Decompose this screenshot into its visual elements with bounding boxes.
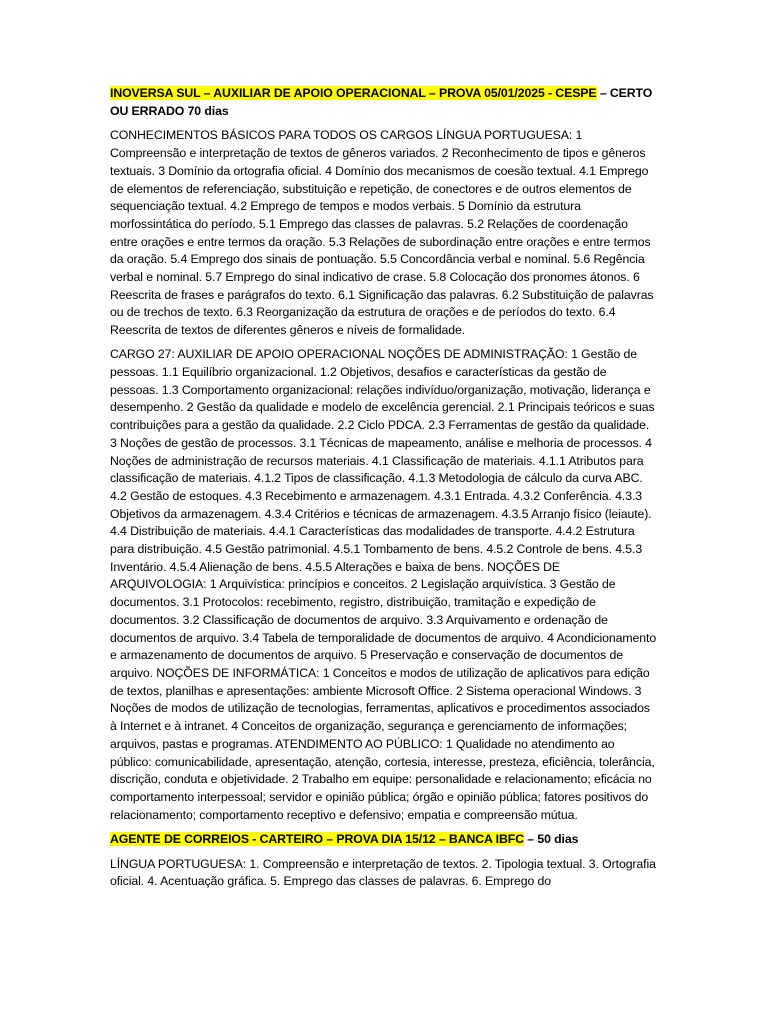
heading-suffix-text: – CERTO OU ERRADO 70 dias	[110, 86, 653, 118]
paragraph-conhecimentos-basicos: CONHECIMENTOS BÁSICOS PARA TODOS OS CARGOS LÍNGUA PORTUGUESA: 1 Compreensão e interpretação de textos de gêneros variados. 2 Reconhecimento de tipos e gêneros textuais. 3 Domínio da ortografia oficial. 4 Domínio dos mecanismos de coesão textual. 4.1 Emprego de elementos de referenciação, substituição e repetição, de conectores e de outros elementos de sequenciação textual. 4.2 Emprego de tempos e modos verbais. 5 Domínio da estrutura morfossintática do período. 5.1 Emprego das classes de palavras. 5.2 Relações de coordenação entre orações e entre termos da oração. 5.3 Relações de subordinação entre orações e entre termos da oração. 5.4 Emprego dos sinais de pontuação. 5.5 Concordância verbal e nominal. 5.6 Regência verbal e nominal. 5.7 Emprego do sinal indicativo de crase. 5.8 Colocação dos pronomes átonos. 6 Reescrita de frases e parágrafos do texto. 6.1 Significação das palavras. 6.2 Substituição de palavras ou de trechos de texto. 6.3 Reorganização da estrutura de orações e de períodos do texto. 6.4 Reescrita de textos de diferentes gêneros e níveis de formalidade.	[110, 128, 654, 338]
paragraph-lingua-portuguesa: LÍNGUA PORTUGUESA: 1. Compreensão e interpretação de textos. 2. Tipologia textual. 3. Ortografia oficial. 4. Acentuação gráfica. 5. Emprego das classes de palavras. 6. Emprego do	[110, 856, 656, 889]
document-page	[110, 85, 658, 897]
heading-suffix-text: – 50 dias	[523, 831, 579, 846]
highlighted-heading-text: INOVERSA SUL – AUXILIAR DE APOIO OPERACIONAL – PROVA 05/01/2025 - CESPE	[110, 86, 597, 100]
paragraph-cargo-27: CARGO 27: AUXILIAR DE APOIO OPERACIONAL NOÇÕES DE ADMINISTRAÇÃO: 1 Gestão de pessoas. 1.1 Equilíbrio organizacional. 1.2 Objetivos, desafios e características da gestão de pessoas. 1.3 Comportamento organizacional: relações indivíduo/organização, motivação, liderança e desempenho. 2 Gestão da qualidade e modelo de excelência gerencial. 2.1 Principais teóricos e suas contribuições para a gestão da qualidade. 2.2 Ciclo PDCA. 2.3 Ferramentas de gestão da qualidade. 3 Noções de gestão de processos. 3.1 Técnicas de mapeamento, análise e melhoria de processos. 4 Noções de administração de recursos materiais. 4.1 Classificação de materiais. 4.1.1 Atributos para classificação de materiais. 4.1.2 Tipos de classificação. 4.1.3 Metodologia de cálculo da curva ABC. 4.2 Gestão de estoques. 4.3 Recebimento e armazenagem. 4.3.1 Entrada. 4.3.2 Conferência. 4.3.3 Objetivos da armazenagem. 4.3.4 Critérios e técnicas de armazenagem. 4.3.5 Arranjo físico (leiaute). 4.4 Distribuição de materiais. 4.4.1 Características das modalidades de transporte. 4.4.2 Estrutura para distribuição. 4.5 Gestão patrimonial. 4.5.1 Tombamento de bens. 4.5.2 Controle de bens. 4.5.3 Inventário. 4.5.4 Alienação de bens. 4.5.5 Alterações e baixa de bens. NOÇÕES DE ARQUIVOLOGIA: 1 Arquivística: princípios e conceitos. 2 Legislação arquivística. 3 Gestão de documentos. 3.1 Protocolos: recebimento, registro, distribuição, tramitação e expedição de documentos. 3.2 Classificação de documentos de arquivo. 3.3 Arquivamento e ordenação de documentos de arquivo. 3.4 Tabela de temporalidade de documentos de arquivo. 4 Acondicionamento e armazenamento de documentos de arquivo. 5 Preservação e conservação de documentos de arquivo. NOÇÕES DE INFORMÁTICA: 1 Conceitos e modos de utilização de aplicativos para edição de textos, planilhas e apresentações: ambiente Microsoft Office. 2 Sistema operacional Windows. 3 Noções de modos de utilização de tecnologias, ferramentas, aplicativos e procedimentos associados à Internet e à intranet. 4 Conceitos de organização, segurança e gerenciamento de informações; arquivos, pastas e programas. ATENDIMENTO AO PÚBLICO: 1 Qualidade no atendimento ao público: comunicabilidade, apresentação, atenção, cortesia, interesse, presteza, eficiência, tolerância, discrição, conduta e objetividade. 2 Trabalho em equipe: personalidade e relacionamento; eficácia no comportamento interpessoal; servidor e opinião pública; órgão e opinião pública; fatores positivos do relacionamento; comportamento receptivo e defensivo; empatia e compreensão mútua.	[110, 347, 657, 822]
highlighted-heading-text: AGENTE DE CORREIOS - CARTEIRO – PROVA DIA 15/12 – BANCA IBFC	[110, 831, 524, 846]
section-heading-correios	[110, 831, 658, 849]
section-heading-inoversa	[110, 85, 658, 120]
